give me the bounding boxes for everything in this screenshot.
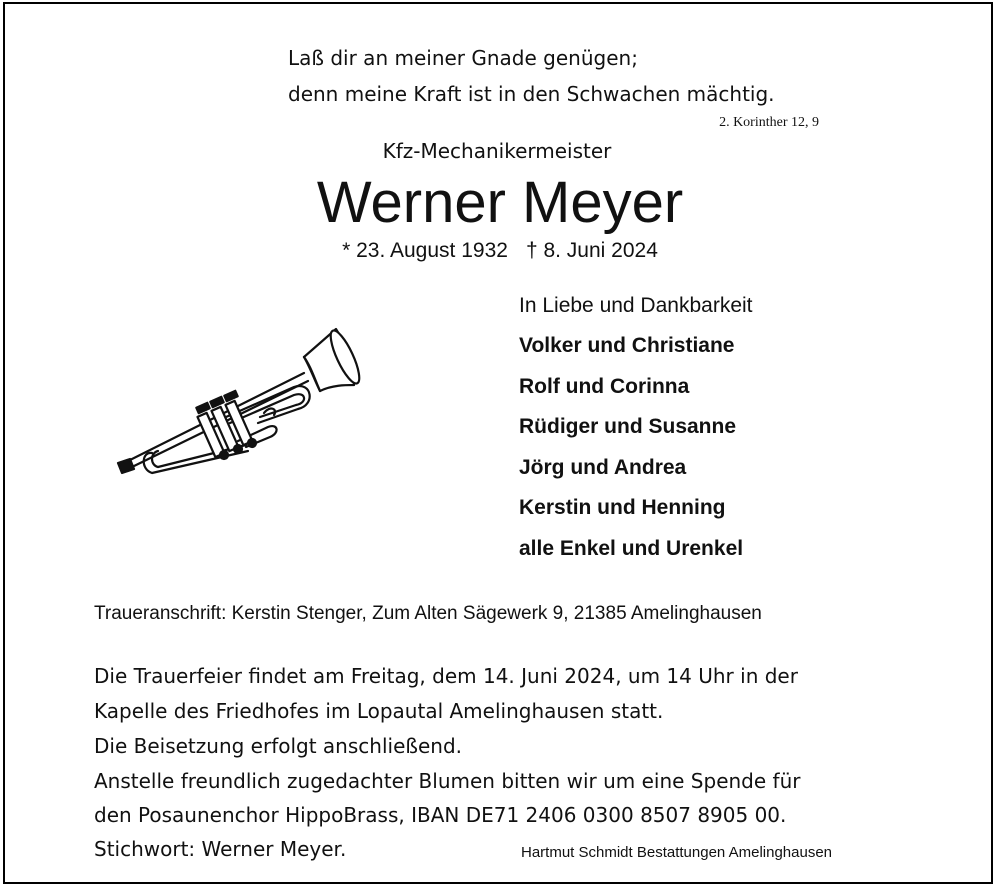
mourner-name: Rüdiger und Susanne (519, 415, 737, 438)
obituary-notice (3, 2, 993, 884)
undertaker-name: Hartmut Schmidt Bestattungen Amelinghausen (521, 844, 833, 861)
mourner-name: alle Enkel und Urenkel (519, 537, 744, 560)
verse-line-2: denn meine Kraft ist in den Schwachen mächtig. (288, 82, 775, 106)
deceased-name: Werner Meyer (316, 170, 684, 235)
life-dates (5, 239, 995, 263)
death-date: † 8. Juni 2024 (525, 239, 658, 262)
info-line: Anstelle freundlich zugedachter Blumen bitten wir um eine Spende für (94, 769, 801, 793)
verse-line-1: Laß dir an meiner Gnade genügen; (288, 46, 638, 70)
mourner-name: Kerstin und Henning (519, 496, 726, 519)
trumpet-icon (108, 301, 378, 486)
birth-date: * 23. August 1932 (342, 239, 508, 262)
verse-reference: 2. Korinther 12, 9 (719, 115, 819, 130)
mourning-address: Traueranschrift: Kerstin Stenger, Zum Alten Sägewerk 9, 21385 Amelinghausen (94, 603, 762, 624)
info-line: Die Beisetzung erfolgt anschließend. (94, 734, 462, 758)
info-line: Kapelle des Friedhofes im Lopautal Amelinghausen statt. (94, 699, 664, 723)
info-line: Stichwort: Werner Meyer. (94, 837, 347, 861)
info-line: den Posaunenchor HippoBrass, IBAN DE71 2406 0300 8507 8905 00. (94, 803, 787, 827)
mourner-name: Volker und Christiane (519, 334, 735, 357)
mourner-name: Jörg und Andrea (519, 456, 687, 479)
info-line: Die Trauerfeier findet am Freitag, dem 14. Juni 2024, um 14 Uhr in der (94, 664, 798, 688)
mourner-name: Rolf und Corinna (519, 375, 690, 398)
mourners-intro: In Liebe und Dankbarkeit (519, 294, 753, 317)
deceased-profession: Kfz-Mechanikermeister (382, 139, 612, 163)
